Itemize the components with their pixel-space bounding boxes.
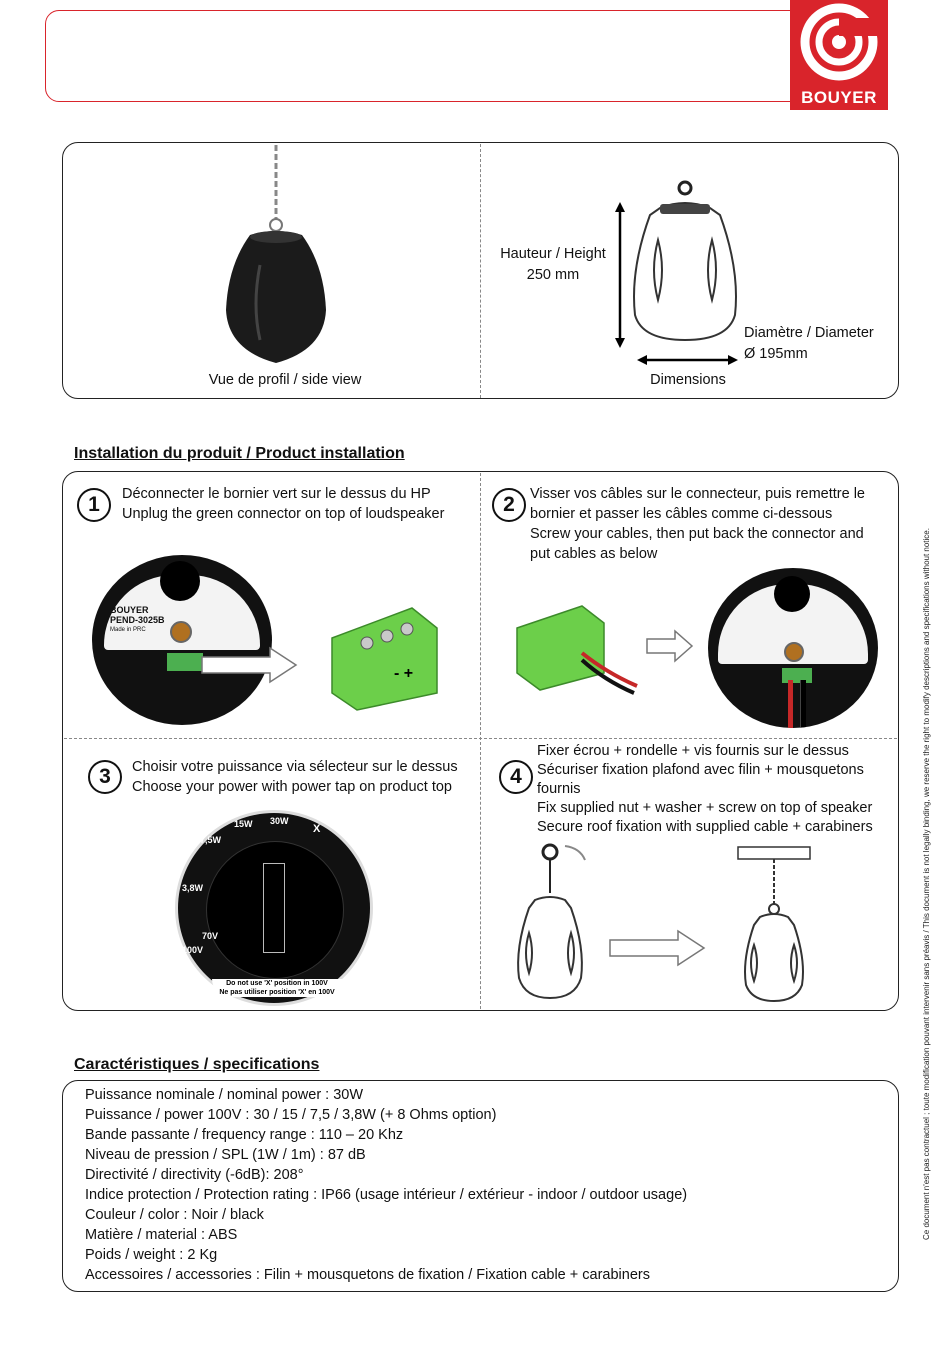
spiral-logo-icon	[790, 0, 888, 88]
step-1-line-fr: Déconnecter le bornier vert sur le dessus du HP	[122, 486, 431, 502]
step-3-line-fr: Choisir votre puissance via sélecteur sur le dessus	[132, 759, 458, 775]
installation-title: Installation du produit / Product installation	[74, 445, 405, 462]
diameter-label-text: Diamètre / Diameter	[744, 325, 874, 341]
step-1-text	[122, 484, 444, 524]
spec-color: Couleur / color : Noir / black	[85, 1207, 264, 1223]
step-2-text	[530, 484, 865, 564]
dial-mark-30w: 30W	[270, 816, 289, 826]
dial-mark-7-5w: 7,5W	[200, 835, 222, 845]
green-connector-image	[312, 598, 442, 713]
spec-protection-rating: Indice protection / Protection rating : IP66 (usage intérieur / extérieur - indoor / outdoor usage)	[85, 1187, 688, 1203]
label-made: Made in PRC	[110, 627, 146, 633]
bouyer-logo	[790, 0, 888, 110]
label-brand: BOUYER	[110, 605, 149, 615]
step-4-line-1: Fixer écrou + rondelle + vis fournis sur le dessus	[537, 743, 849, 759]
legal-disclaimer: Ce document n'est pas contractuel ; toute modification pouvant intervenir sans préavis / This document is not legally binding, we reserve the right to modify descriptions and specifications without notice.	[922, 528, 931, 1240]
step-1-line-en: Unplug the green connector on top of loudspeaker	[122, 506, 445, 522]
dial-mark-3-8w: 3,8W	[182, 883, 204, 893]
dial-slot	[263, 863, 285, 953]
spec-weight: Poids / weight : 2 Kg	[85, 1247, 218, 1263]
dial-warning-en: Do not use 'X' position in 100V	[226, 980, 328, 987]
dial-warning-fr: Ne pas utiliser position 'X' en 100V	[219, 989, 335, 996]
speaker-profile-image	[200, 145, 360, 370]
speaker-screw-drawing	[505, 838, 595, 1003]
step-2-number: 2	[492, 488, 526, 522]
label-model: PEND-3025B	[110, 615, 165, 625]
connector-with-cables-image	[512, 598, 642, 698]
dimensions-caption: Dimensions	[650, 372, 726, 388]
arrow-right-icon	[200, 645, 300, 685]
dial-mark-x: X	[313, 823, 321, 835]
diameter-label	[744, 323, 874, 365]
spec-power-100v: Puissance / power 100V : 30 / 15 / 7,5 / 3,8W (+ 8 Ohms option)	[85, 1107, 497, 1123]
specifications-title: Caractéristiques / specifications	[74, 1056, 320, 1073]
step-4-number: 4	[499, 760, 533, 794]
header-frame	[45, 10, 845, 102]
step-4-text	[537, 742, 873, 837]
height-label-text: Hauteur / Height	[500, 246, 606, 262]
step-2-line-2: bornier et passer les câbles comme ci-dessous	[530, 506, 833, 522]
height-value: 250 mm	[526, 267, 580, 283]
dial-mark-70v: 70V	[202, 931, 219, 941]
spec-material: Matière / material : ABS	[85, 1227, 238, 1243]
step-4-line-5: Secure roof fixation with supplied cable + carabiners	[537, 819, 873, 835]
spec-frequency-range: Bande passante / frequency range : 110 – 20 Khz	[85, 1127, 404, 1143]
step-3-number: 3	[88, 760, 122, 794]
step-2-line-1: Visser vos câbles sur le connecteur, puis remettre le	[530, 486, 866, 502]
height-label	[488, 244, 618, 286]
arrow-right-icon	[645, 628, 695, 664]
speaker-top-image-2	[708, 568, 878, 728]
spec-nominal-power: Puissance nominale / nominal power : 30W	[85, 1087, 364, 1103]
dimensions-drawing	[610, 180, 760, 370]
svg-text:- +: - +	[394, 665, 414, 682]
installation-v-divider	[480, 473, 481, 1009]
spec-directivity: Directivité / directivity (-6dB): 208°	[85, 1167, 304, 1183]
profile-caption: Vue de profil / side view	[208, 372, 362, 388]
step-3-line-en: Choose your power with power tap on product top	[132, 779, 452, 795]
step-2-line-3: Screw your cables, then put back the connector and	[530, 526, 864, 542]
arrow-right-icon	[608, 928, 708, 968]
installation-h-divider	[64, 738, 897, 739]
step-4-line-2: Sécuriser fixation plafond avec filin + mousquetons	[537, 762, 864, 778]
spec-accessories: Accessoires / accessories : Filin + mousquetons de fixation / Fixation cable + carabiners	[85, 1267, 650, 1283]
power-selector-dial	[175, 810, 373, 1006]
diameter-value: Ø 195mm	[744, 346, 808, 362]
speaker-label-1	[110, 605, 165, 635]
step-4-line-4: Fix supplied nut + washer + screw on top of speaker	[537, 800, 873, 816]
brand-name: BOUYER	[801, 88, 877, 107]
speaker-hanging-drawing	[730, 845, 820, 1005]
specifications-list	[85, 1085, 687, 1285]
step-4-line-3: fournis	[537, 781, 581, 797]
step-1-number: 1	[77, 488, 111, 522]
overview-divider	[480, 144, 481, 398]
dial-mark-15w: 15W	[234, 819, 253, 829]
speaker-top-image-1	[92, 555, 272, 725]
dial-mark-100v: 100V	[182, 945, 204, 955]
spec-spl: Niveau de pression / SPL (1W / 1m) : 87 dB	[85, 1147, 366, 1163]
step-3-text	[132, 757, 458, 797]
dial-warning	[212, 979, 342, 997]
step-2-line-4: put cables as below	[530, 546, 658, 562]
